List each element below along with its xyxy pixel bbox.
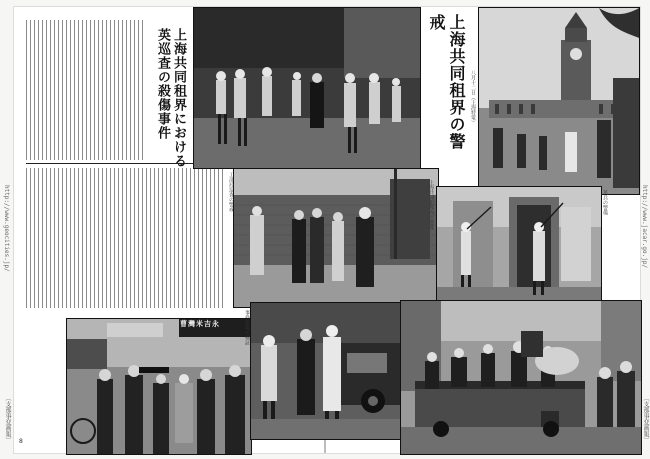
photo-soldiers-street [193, 7, 421, 169]
photo-truck-crowd [400, 300, 642, 455]
photo-guards-doorway [436, 186, 602, 310]
right-headline: 上海共同租界の警戒 [427, 14, 466, 150]
caption-4: 英兵の警備 [602, 190, 608, 215]
body-text-mid-left [26, 168, 224, 308]
photo-search-car [250, 302, 408, 440]
photo-street-crowd [66, 318, 252, 455]
photo-clock-tower [478, 7, 640, 195]
right-side-tag: 〔支那事変画報〕 [642, 395, 649, 443]
page-number: 8 [19, 438, 23, 445]
left-headline: 上海共同租界における英巡査の殺傷事件 [155, 28, 186, 168]
caption-1: 八月十二日（上海特電） [470, 70, 476, 125]
photo-police-check [233, 168, 439, 308]
left-side-url: http://www.geocities.jp/ [3, 185, 10, 272]
left-side-tag: 〔支那事変画報〕 [4, 395, 11, 443]
caption-3: 工部局巡査の警戒 [228, 172, 234, 212]
caption-2: 上海共同租界内の警戒 [428, 180, 434, 230]
caption-5: 事件現場の検証 [244, 310, 250, 345]
shop-sign: 曹灣米吉永 [180, 319, 220, 328]
right-side-url: http://www.jacar.go.jp/ [641, 185, 648, 269]
